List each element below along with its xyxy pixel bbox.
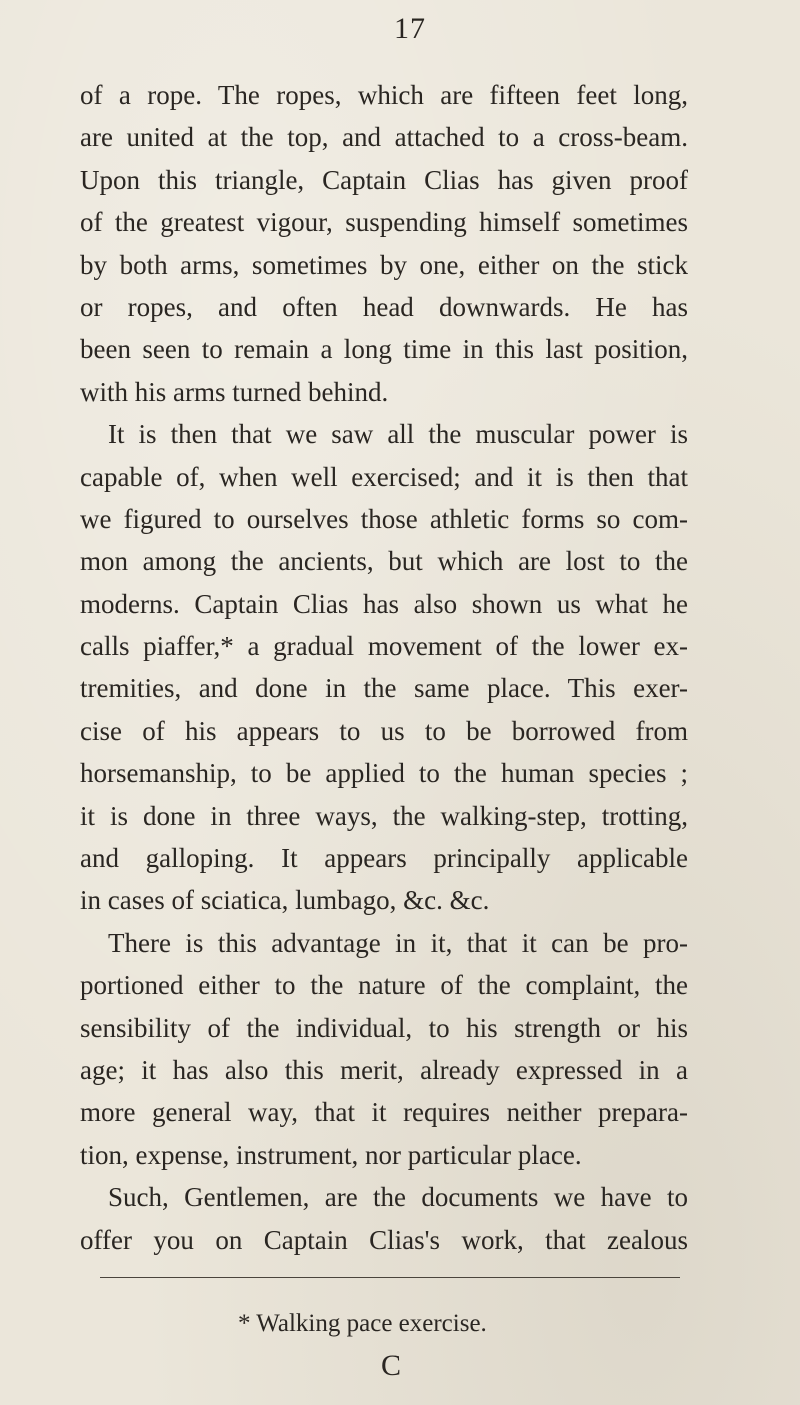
text-line: tremities, and done in the same place. This exer- [80, 673, 688, 704]
footnote-divider [100, 1277, 680, 1278]
text-line: by both arms, sometimes by one, either on the stick [80, 249, 688, 280]
text-line: There is this advantage in it, that it can be pro- [108, 927, 688, 958]
text-line: horsemanship, to be applied to the human species ; [80, 758, 688, 789]
page-number: 17 [394, 12, 426, 45]
text-line: tion, expense, instrument, nor particular place. [80, 1139, 582, 1170]
text-line: offer you on Captain Clias's work, that zealous [80, 1224, 688, 1255]
text-line: in cases of sciatica, lumbago, &c. &c. [80, 885, 490, 916]
text-line: age; it has also this merit, already expressed in a [80, 1054, 688, 1085]
signature-mark: C [381, 1349, 402, 1382]
text-line: capable of, when well exercised; and it is then that [80, 461, 688, 492]
text-line: more general way, that it requires neither prepara- [80, 1097, 688, 1128]
text-line: been seen to remain a long time in this last position, [80, 334, 688, 365]
text-line: moderns. Captain Clias has also shown us what he [80, 588, 688, 619]
text-line: and galloping. It appears principally applicable [80, 843, 688, 874]
text-line: of the greatest vigour, suspending himself sometimes [80, 207, 688, 238]
text-line: calls piaffer,* a gradual movement of the lower ex- [80, 631, 688, 662]
text-line: Upon this triangle, Captain Clias has given proof [80, 164, 688, 195]
text-line: Such, Gentlemen, are the documents we have to [108, 1182, 688, 1213]
text-line: sensibility of the individual, to his strength or his [80, 1012, 688, 1043]
footnote: * Walking pace exercise. [238, 1310, 487, 1337]
text-line: portioned either to the nature of the complaint, the [80, 970, 688, 1001]
text-line: cise of his appears to us to be borrowed from [80, 715, 688, 746]
body-text [80, 74, 688, 1261]
text-line: It is then that we saw all the muscular power is [108, 419, 688, 450]
text-line: or ropes, and often head downwards. He has [80, 291, 688, 322]
text-line: it is done in three ways, the walking-step, trotting, [80, 800, 688, 831]
text-line: mon among the ancients, but which are lost to the [80, 546, 688, 577]
text-line: are united at the top, and attached to a cross-beam. [80, 122, 688, 153]
text-line: of a rope. The ropes, which are fifteen feet long, [80, 80, 688, 110]
text-line: we figured to ourselves those athletic forms so com- [80, 503, 688, 534]
text-line: with his arms turned behind. [80, 376, 389, 407]
